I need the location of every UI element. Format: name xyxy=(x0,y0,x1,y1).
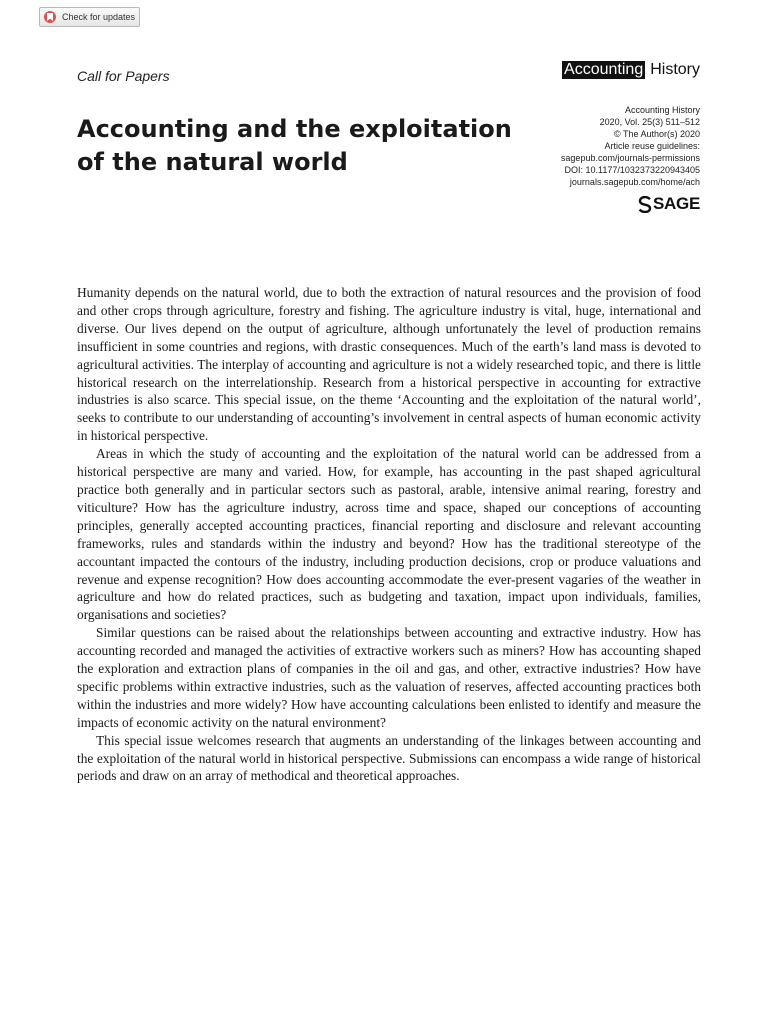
meta-volume: 2020, Vol. 25(3) 511–512 xyxy=(599,117,700,127)
meta-permissions-link[interactable]: sagepub.com/journals-permissions xyxy=(560,153,700,163)
article-body xyxy=(77,284,701,785)
check-for-updates-label: Check for updates xyxy=(62,12,136,22)
article-title xyxy=(77,113,517,179)
body-paragraph-1: Humanity depends on the natural world, due to both the extraction of natural resources and the provision of food and other crops through agriculture, forestry and fishing. The agriculture industry is vital, huge, international and diverse. Our lives depend on the output of agriculture, although unfortunately the level of production remains insufficient in some countries and regions, with drastic consequences. Much of the earth’s land mass is devoted to agricultural activities. The interplay of accounting and agriculture is not a widely researched topic, and there is little historical research on the interrelationship. Research from a historical perspective in accounting for extractive industries is also scarce. This special issue, on the theme ‘Accounting and the exploitation of the natural world’, seeks to contribute to our understanding of accounting’s involvement in central aspects of human economic activity in historical perspective. xyxy=(77,285,701,444)
article-title-line-1: Accounting and the exploitation xyxy=(77,115,512,143)
sage-swirl-icon xyxy=(638,196,652,213)
journal-logo-boxed-word: Accounting xyxy=(564,61,644,78)
check-for-updates-button[interactable] xyxy=(39,7,140,27)
journal-logo xyxy=(562,61,700,79)
meta-homepage-link[interactable]: journals.sagepub.com/home/ach xyxy=(569,177,700,187)
section-label: Call for Papers xyxy=(77,68,170,84)
meta-doi[interactable]: DOI: 10.1177/1032373220943405 xyxy=(564,165,700,175)
body-paragraph-3: Similar questions can be raised about the relationships between accounting and extractive industry. How has accounting recorded and managed the activities of extractive workers such as miners? How has accounting shaped the exploration and extraction plans of companies in the oil and gas, and other, extractive industries? How have specific problems within extractive industries, such as the valuation of reserves, affected accounting practices both within the industries and more widely? How have accounting calculations been enlisted to identify and measure the impacts of economic activity on the natural environment? xyxy=(77,625,701,730)
article-metadata xyxy=(460,104,700,188)
bookmark-icon xyxy=(44,11,56,23)
meta-reuse: Article reuse guidelines: xyxy=(604,141,700,151)
body-paragraph-4: This special issue welcomes research that augments an understanding of the linkages between accounting and the exploitation of the natural world in historical perspective. Submissions can encompass a wide range of historical periods and draw on an array of methodical and theoretical approaches. xyxy=(77,732,701,784)
journal-logo-plain-word: History xyxy=(650,61,700,78)
sage-logo xyxy=(638,194,700,214)
body-paragraph-2: Areas in which the study of accounting and the exploitation of the natural world can be addressed from a historical perspective are many and varied. How, for example, has accounting in the past shaped agricultural practice both generally and in particular sectors such as pastoral, arable, intensive animal rearing, forestry and viticulture? How has the agriculture industry, across time and space, shaped our conceptions of accounting principles, generally accepted accounting practices, financial reporting and disclosure and relevant accounting frameworks, rules and standards within the industry and beyond? How has the traditional stereotype of the accountant impacted the contours of the industry, including production decisions, crop or produce valuations and revenue and expense recognition? How does accounting accommodate the ever-present vagaries of the weather in agriculture and how do related practices, such as budgeting and taxation, impact upon individuals, families, organisations and societies? xyxy=(77,446,701,623)
meta-journal: Accounting History xyxy=(624,105,700,115)
sage-logo-text: SAGE xyxy=(653,194,700,213)
article-title-line-2: of the natural world xyxy=(77,148,348,176)
meta-copyright: © The Author(s) 2020 xyxy=(613,129,700,139)
